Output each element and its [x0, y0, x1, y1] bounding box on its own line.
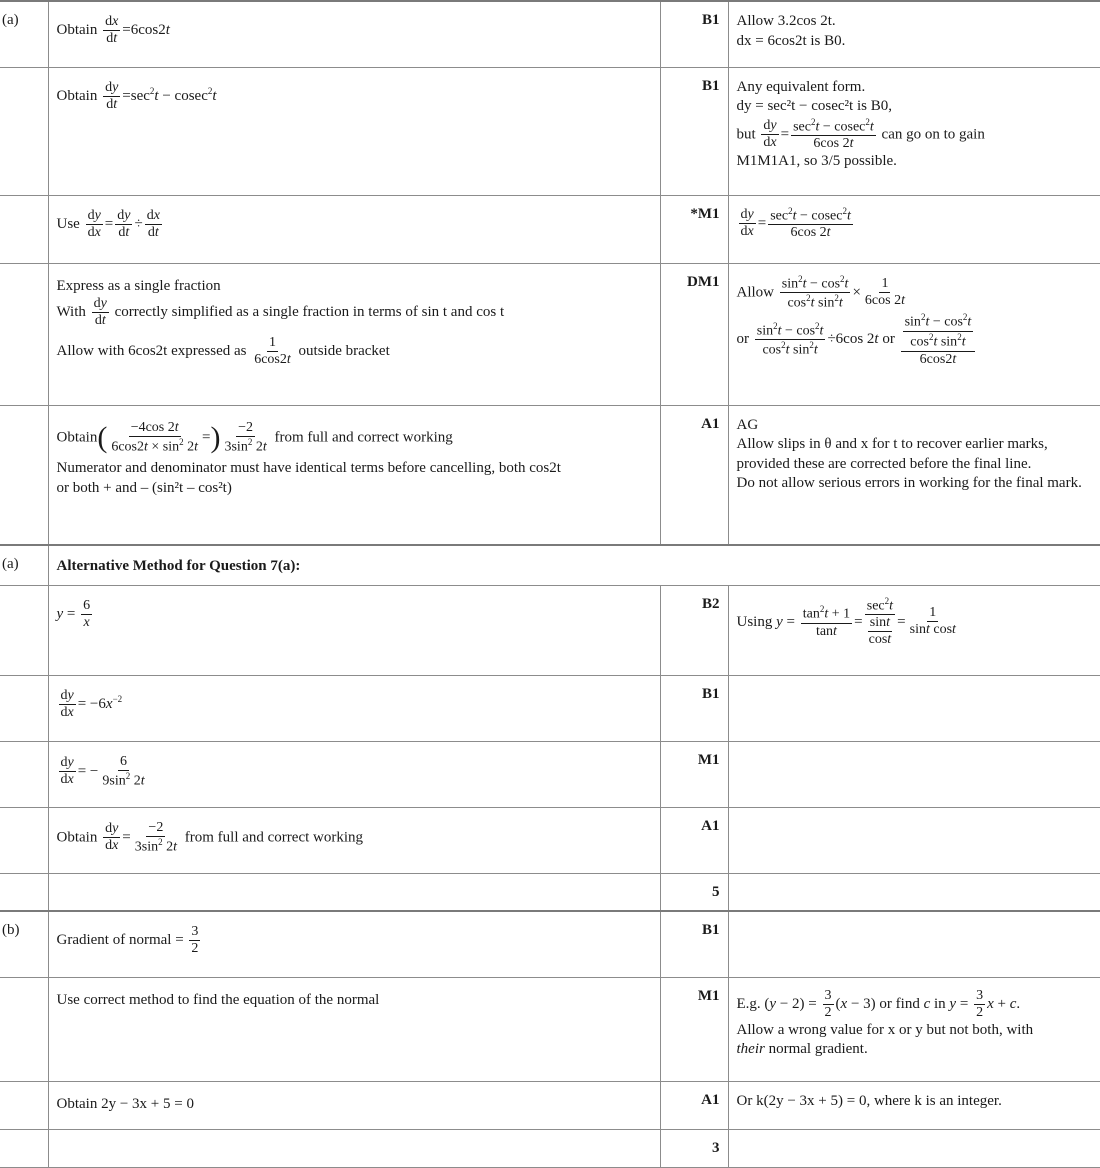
section-heading: Alternative Method for Question 7(a):	[48, 545, 660, 585]
answer-cell: Obtain( $\frac{-4\cos 2t}{6\cos 2t \times \sin^2 2t}$ =) $\frac{-2}{3\sin^2 2t}$ from full and correct working Numerator and denominator must have identical terms before cancelling, both cos2t or both + and – (sin²t – cos²t)	[48, 405, 660, 545]
answer-cell: Use $\frac{dy}{dx}$ = $\frac{dy}{dt}$ ÷ $\frac{dx}{dt}$	[48, 195, 660, 263]
mark-code: B1	[660, 675, 728, 741]
mark-code: *M1	[660, 195, 728, 263]
answer-cell: Obtain $\frac{dx}{dt}$ =6cos2t	[48, 1, 660, 67]
guidance-cell: Using y = $\frac{\tan^2t + 1}{\tan t}$ = $\frac{\sec^2t}{\frac{\sin t}{\cos t}}$ = $\frac{1}{\text{sint cost}}$	[728, 585, 1100, 675]
mark-code: DM1	[660, 263, 728, 405]
table-row	[0, 741, 1100, 807]
mark-code: B1	[660, 67, 728, 195]
table-row	[0, 1081, 1100, 1129]
mark-code: A1	[660, 1081, 728, 1129]
table-row: (a) Alternative Method for Question 7(a):	[0, 545, 1100, 585]
guidance-text: dy = sec²t − cosec²t is B0,	[736, 98, 892, 114]
guidance-text: Allow 3.2cos 2t.	[736, 13, 836, 29]
table-row	[0, 195, 1100, 263]
mark-code: B2	[660, 585, 728, 675]
table-row: (b) Gradient of normal = $\frac{3}{2}$ B1	[0, 911, 1100, 977]
answer-text: Obtain	[56, 87, 98, 104]
table-row	[0, 263, 1100, 405]
guidance-cell: Allow $\frac{\sin^2t - \cos^2t}{\cos^2t \sin^2t}$ × $\frac{1}{6\cos 2t}$ or $\frac{\sin^2t - \cos^2t}{\cos^2t \sin^2t}$ ÷6cos 2t or $\frac{\frac{\sin^2t - \cos^2t}{\cos^2t \sin^2t}}{6\cos 2t}$	[728, 263, 1100, 405]
guidance-cell: E.g. (y − 2) = $\frac{3}{2}$ (x − 3) or find c in y = $\frac{3}{2}$ x + c. Allow a wrong value for x or y but not both, with their normal gradient.	[728, 977, 1100, 1081]
mark-code: M1	[660, 741, 728, 807]
question-part-label: (a)	[0, 1, 48, 67]
mark-code: B1	[660, 1, 728, 67]
table-row	[0, 1, 1100, 67]
answer-cell: $\frac{dy}{dx}$ = − $\frac{6}{9\sin^2 2t}$	[48, 741, 660, 807]
table-row	[0, 1129, 1100, 1167]
mark-code: M1	[660, 977, 728, 1081]
answer-cell: Obtain 2y − 3x + 5 = 0	[48, 1081, 660, 1129]
answer-text: Obtain	[56, 22, 98, 39]
answer-cell: Obtain $\frac{dy}{dt}$ $=\sec^2t - cosec^2t$	[48, 67, 660, 195]
mark-code: A1	[660, 405, 728, 545]
guidance-cell: Or k(2y − 3x + 5) = 0, where k is an integer.	[728, 1081, 1100, 1129]
guidance-text: Any equivalent form.	[736, 78, 866, 95]
guidance-cell: $\frac{dy}{dx}$ = $\frac{\sec^2t - cosec^2t}{6\cos 2t}$	[728, 195, 1100, 263]
guidance-cell	[728, 1, 1100, 67]
table-row	[0, 807, 1100, 873]
table-row	[0, 675, 1100, 741]
fraction-dy-dt: $\frac{dy}{dt}$	[105, 79, 119, 112]
table-row	[0, 67, 1100, 195]
answer-cell: y = $\frac{6}{x}$	[48, 585, 660, 675]
table-row	[0, 873, 1100, 911]
answer-cell: Express as a single fraction With $\frac{dy}{dt}$ correctly simplified as a single fraction in terms of sin t and cos t Allow with 6cos2t expressed as $\frac{1}{6\cos 2t}$ outside bracket	[48, 263, 660, 405]
answer-cell: Gradient of normal = $\frac{3}{2}$	[48, 911, 660, 977]
table-row	[0, 585, 1100, 675]
table-row	[0, 977, 1100, 1081]
table-row	[0, 405, 1100, 545]
answer-cell: Use correct method to find the equation of the normal	[48, 977, 660, 1081]
mark-code: A1	[660, 807, 728, 873]
guidance-expression: but $\frac{dy}{dx}$ = $\frac{\sec^2t - cosec^2t}{6\cos 2t}$ can go on to gain	[736, 116, 985, 152]
guidance-text: M1M1A1, so 3/5 possible.	[736, 153, 897, 170]
answer-cell: Obtain $\frac{dy}{dx}$ = $\frac{-2}{3\sin^2 2t}$ from full and correct working	[48, 807, 660, 873]
total-marks: 3	[660, 1129, 728, 1167]
guidance-text: dx = 6cos2t is B0.	[736, 32, 846, 49]
answer-cell: $\frac{dy}{dx}$ = $-6x^{-2}$	[48, 675, 660, 741]
fraction-dx-dt: $\frac{dx}{dt}$	[105, 14, 119, 47]
guidance-cell: AG Allow slips in θ and x for t to recover earlier marks, provided these are corrected before the final line. Do not allow serious errors in working for the final mark.	[728, 405, 1100, 545]
guidance-cell	[728, 67, 1100, 195]
mark-code: B1	[660, 911, 728, 977]
total-marks: 5	[660, 873, 728, 911]
